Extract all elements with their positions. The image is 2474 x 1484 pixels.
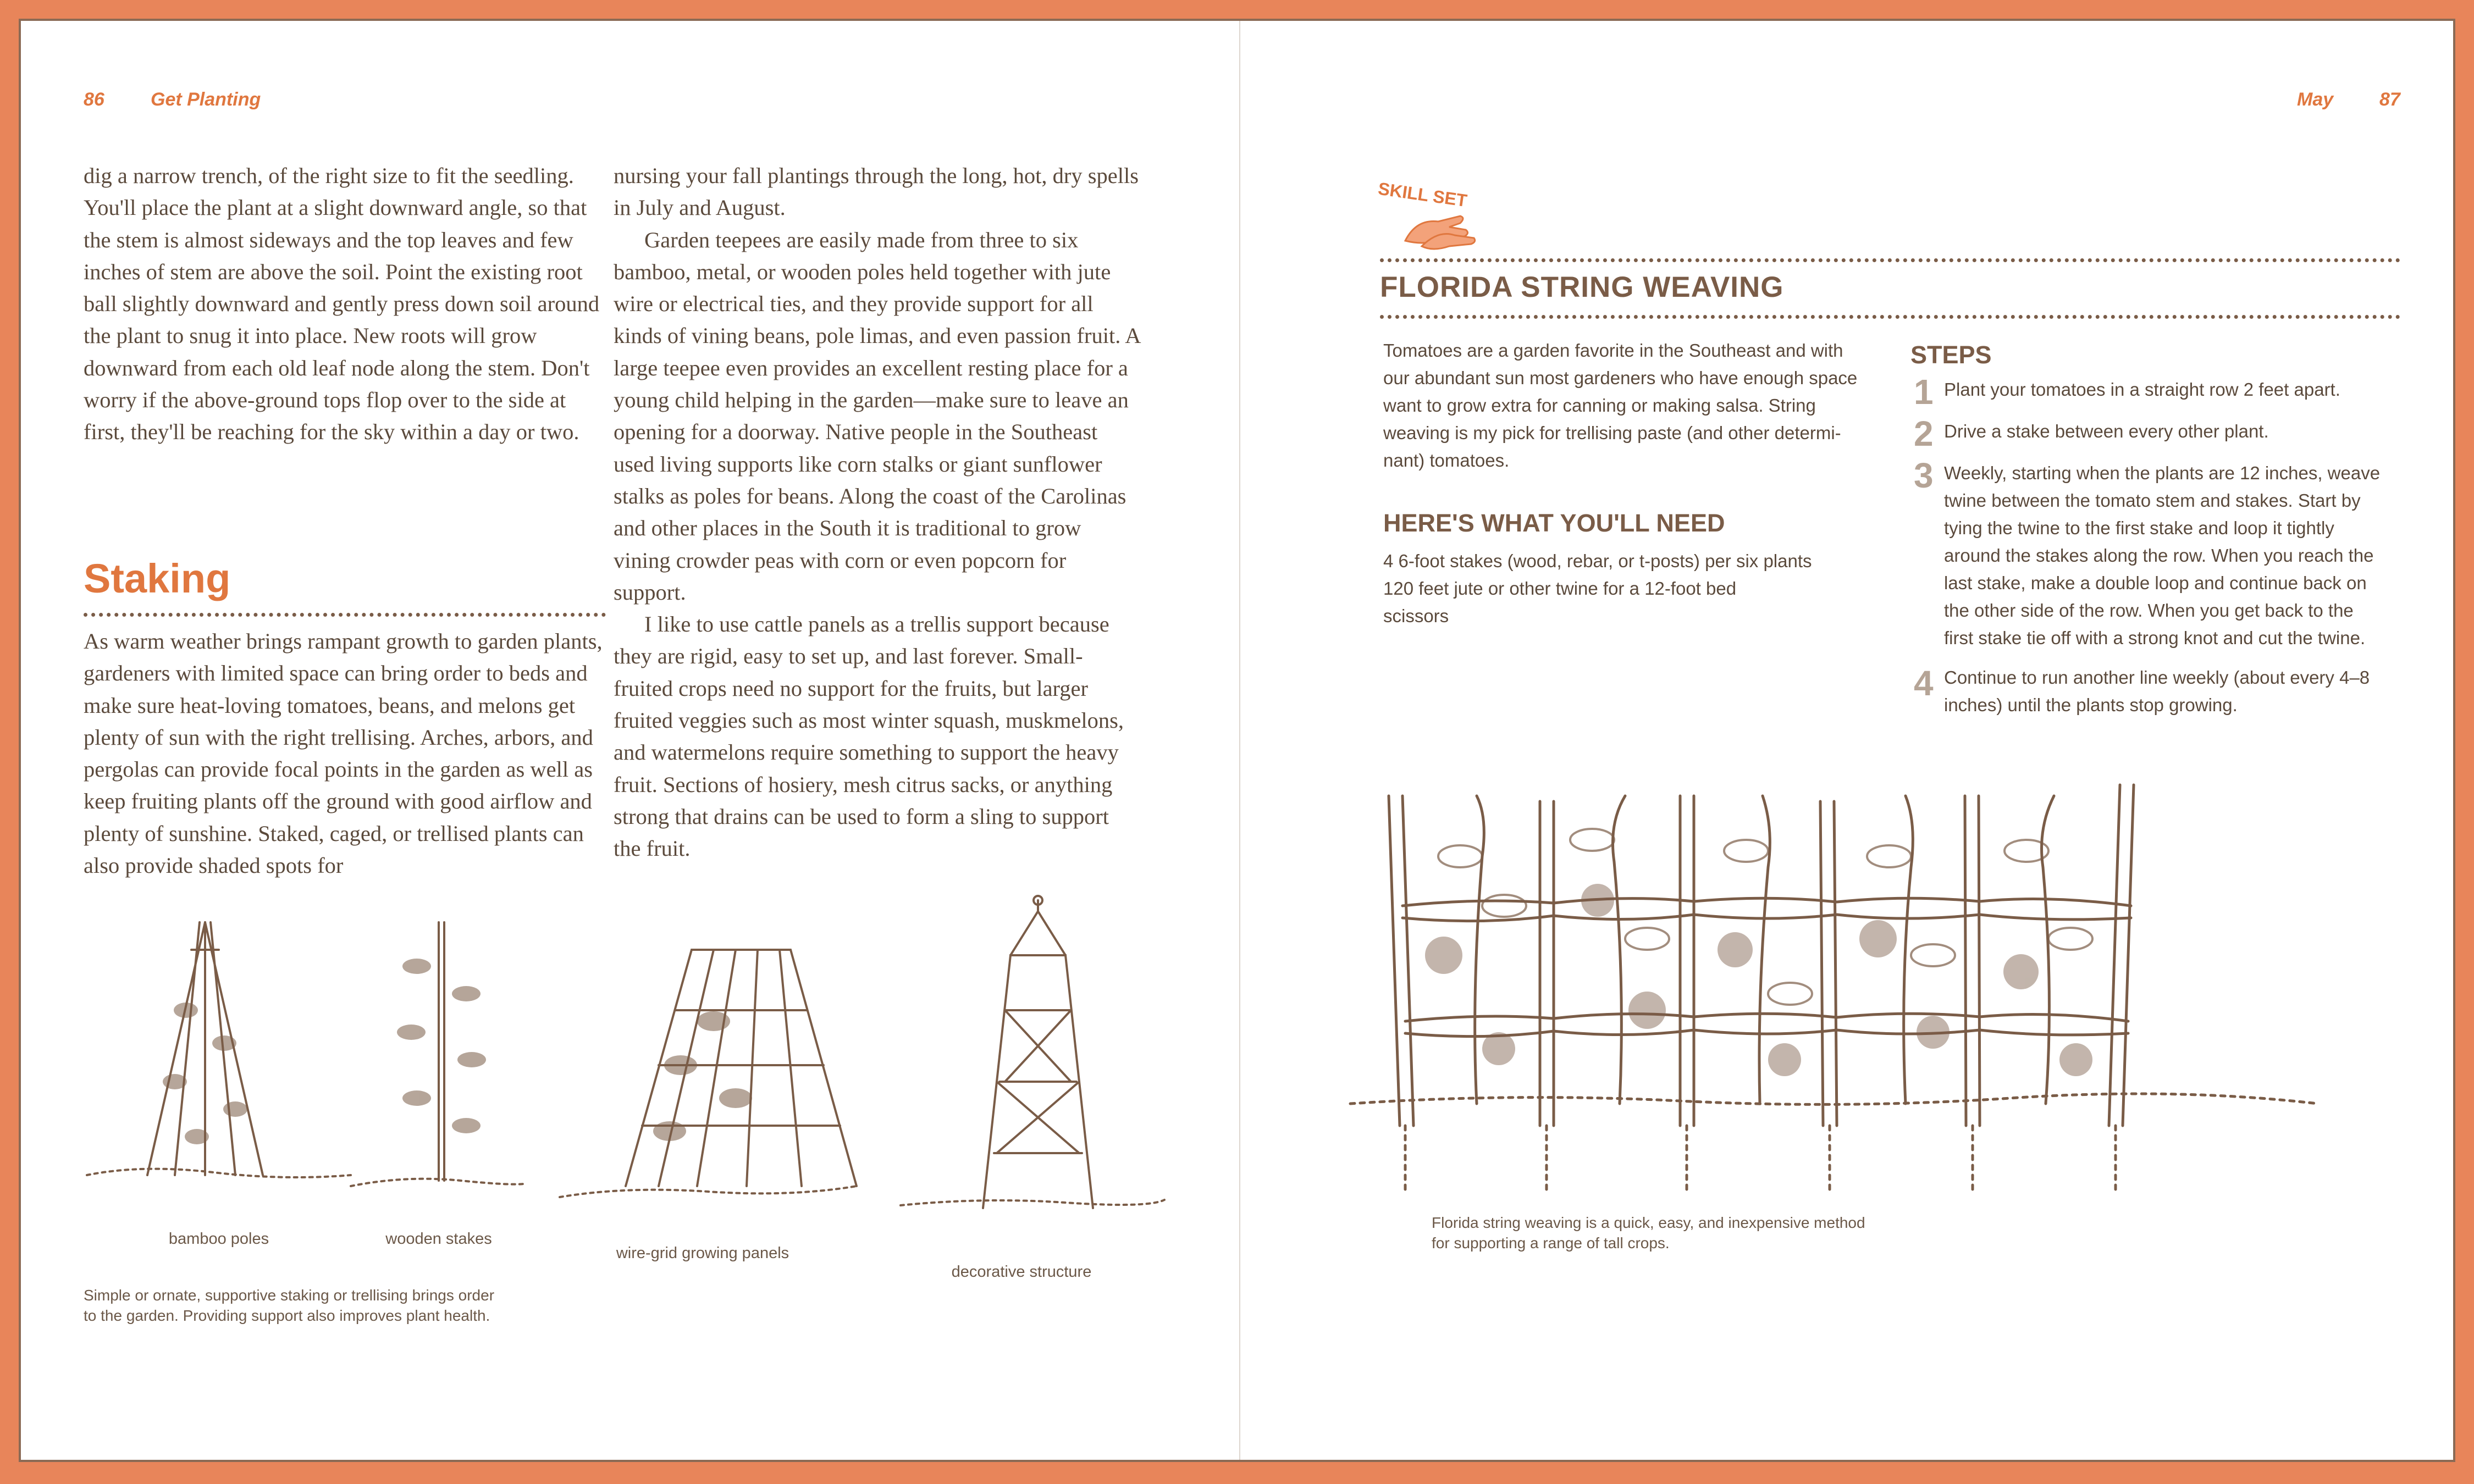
left-figure-caption [84, 1285, 688, 1326]
step-line: Weekly, starting when the plants are 12 inches, weave [1944, 463, 2381, 483]
staking-illustrations [76, 900, 1197, 1274]
intro-line: weaving is my pick for trellising paste (and other determi- [1383, 423, 1841, 443]
label-bamboo-poles: bamboo poles [168, 1230, 269, 1248]
caption-line: Florida string weaving is a quick, easy, and inexpensive method [1432, 1214, 1865, 1231]
paragraph: nursing your fall plantings through the long, hot, dry spells in July and August. [614, 163, 1139, 220]
dotted-rule [84, 613, 606, 617]
step-text [1944, 664, 2428, 719]
left-page [21, 21, 1239, 1460]
right-running-head: May [2297, 89, 2334, 110]
section-title: FLORIDA STRING WEAVING [1380, 271, 1784, 303]
caption-line: Simple or ornate, supportive staking or trellising brings order [84, 1287, 495, 1304]
step-number: 2 [1914, 414, 1934, 453]
intro-line: our abundant sun most gardeners who have enough space [1383, 368, 1858, 388]
left-running-head: Get Planting [151, 89, 261, 110]
step-line: inches) until the plants stop growing. [1944, 695, 2238, 715]
step-number: 4 [1914, 663, 1934, 703]
list-item: 4 6-foot stakes (wood, rebar, or t-posts) per six plants [1383, 551, 1812, 571]
dotted-rule [1380, 315, 2400, 319]
step-line: the other side of the row. When you get back to the [1944, 600, 2354, 621]
step-line: twine between the tomato stem and stakes. Start by [1944, 490, 2361, 511]
caption-line: for supporting a range of tall crops. [1432, 1234, 1670, 1252]
intro-line: nant) tomatoes. [1383, 450, 1510, 470]
hands-icon [1400, 208, 1482, 252]
step-text [1944, 376, 2428, 403]
label-wire-grid-panels: wire-grid growing panels [616, 1244, 789, 1262]
list-item: scissors [1383, 606, 1449, 626]
step-line: around the stakes along the row. When you reach the [1944, 545, 2374, 566]
list-item: 120 feet jute or other twine for a 12-foot bed [1383, 578, 1737, 599]
paragraph: I like to use cattle panels as a trellis support because they are rigid, easy to set up, and last forever. Small-fruited crops need no support for the fruits, but larger fruited veggies such as most winter squash, muskmelons, and watermelons require something to support the heavy fruit. Sections of hosiery, mesh citrus sacks, or anything strong that drains can be used to form a sling to support the fruit. [614, 612, 1124, 861]
step-line: Continue to run another line weekly (about every 4–8 [1944, 667, 2370, 688]
needs-list [1383, 547, 1878, 630]
right-folio-number: 87 [2379, 89, 2400, 110]
intro-line: Tomatoes are a garden favorite in the Southeast and with [1383, 340, 1843, 361]
paragraph: Garden teepees are easily made from three to six bamboo, metal, or wooden poles held together with jute wire or electrical ties, and they provide support for all kinds of vining beans, pole limas, and even passion fruit. A large teepee even provides an excellent resting place for a young child helping in the garden—make sure to leave an opening for a doorway. Native people in the Southeast used living supports like corn stalks or giant sunflower stalks as poles for beans. Along the coast of the Carolinas and other places in the South it is traditional to grow vining crowder peas with corn or even popcorn for support. [614, 227, 1140, 605]
string-weaving-illustration [1350, 774, 2351, 1203]
right-column-text [614, 160, 1141, 865]
caption-line: to the garden. Providing support also improves plant health. [84, 1307, 490, 1324]
skill-set-badge [1378, 180, 1488, 252]
steps-heading: STEPS [1910, 341, 1992, 369]
step-line: last stake, make a double loop and continue back on [1944, 573, 2367, 593]
step-text [1944, 459, 2428, 652]
step-line: Drive a stake between every other plant. [1944, 421, 2269, 441]
needs-heading: HERE'S WHAT YOU'LL NEED [1383, 509, 1725, 537]
staking-heading: Staking [84, 556, 231, 601]
left-column-text [84, 160, 611, 448]
badge-text: SKILL SET [1377, 178, 1468, 211]
intro-text [1383, 337, 1895, 474]
label-decorative-structure: decorative structure [951, 1263, 1092, 1281]
right-page [1240, 21, 2455, 1460]
paragraph: As warm weather brings rampant growth to garden plants, gardeners with limited space can bring order to beds and make sure heat-loving tomatoes, beans, and melons get plenty of sun with the right trellising. Arches, arbors, and pergolas can provide focal points in the garden as well as keep fruiting plants off the ground with good airflow and plenty of sunshine. Staked, caged, or trellised plants can also provide shaded spots for [84, 629, 603, 878]
staking-text [84, 625, 611, 882]
step-line: Plant your tomatoes in a straight row 2 feet apart. [1944, 379, 2340, 400]
step-number: 3 [1914, 456, 1934, 495]
step-line: first stake tie off with a strong knot and cut the twine. [1944, 628, 2366, 648]
intro-line: want to grow extra for canning or making salsa. String [1383, 395, 1816, 416]
step-line: tying the twine to the first stake and loop it tightly [1944, 518, 2334, 538]
label-wooden-stakes: wooden stakes [385, 1230, 492, 1248]
right-figure-caption [1432, 1212, 1981, 1253]
step-number: 1 [1914, 372, 1934, 412]
left-folio-number: 86 [84, 89, 104, 110]
paragraph: dig a narrow trench, of the right size to fit the seedling. You'll place the plant at a slight downward angle, so that the stem is almost sideways and the top leaves and few inches of stem are above the soil. Point the existing root ball slightly downward and gently press down soil around the plant to snug it into place. New roots will grow downward from each old leaf node along the stem. Don't worry if the above-ground tops flop over to the side at first, they'll be reaching for the sky within a day or two. [84, 163, 600, 445]
dotted-rule [1380, 258, 2400, 262]
step-text [1944, 418, 2428, 445]
book-spread [19, 19, 2455, 1462]
